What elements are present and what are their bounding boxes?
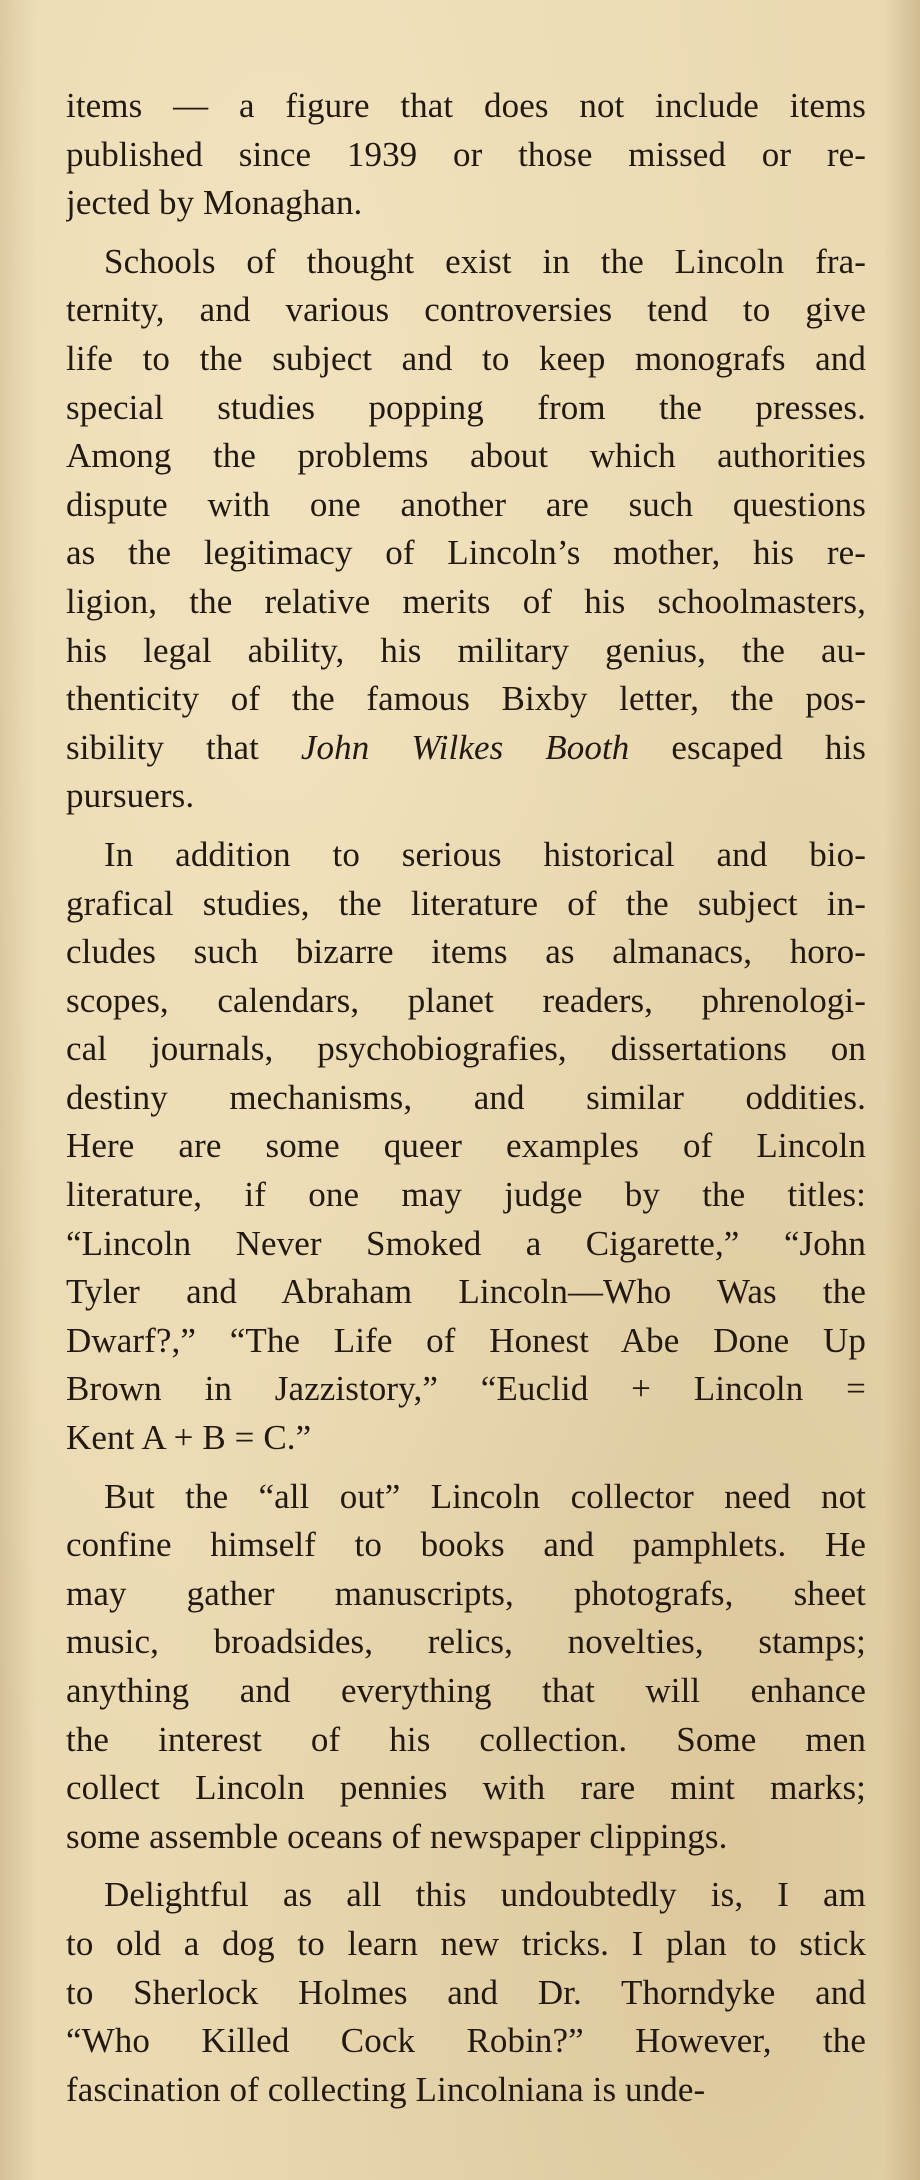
paragraph-schools-of-thought	[66, 238, 866, 821]
text-line: the interest of his collection. Some men	[66, 1719, 866, 1759]
text-line: pursuers.	[66, 776, 195, 816]
text-line: thenticity of the famous Bixby letter, the pos-	[66, 679, 866, 719]
paragraph-bizarre-items	[66, 831, 866, 1463]
text-line: dispute with one another are such questions	[66, 484, 866, 524]
paragraph-all-out-collector	[66, 1473, 866, 1862]
text-line: anything and everything that will enhance	[66, 1671, 866, 1710]
text-line: Kent A + B = C.”	[66, 1418, 312, 1458]
text-line: literature, if one may judge by the titles:	[66, 1175, 866, 1215]
text-line: confine himself to books and pamphlets. He	[66, 1525, 866, 1565]
text-line: “Who Killed Cock Robin?” However, the	[66, 2021, 866, 2061]
text-line: ternity, and various controversies tend to give	[66, 290, 866, 330]
text-line: Among the problems about which authorities	[66, 436, 866, 476]
paragraph-continuation	[66, 82, 866, 228]
text-line: published since 1939 or those missed or re-	[66, 134, 866, 174]
text-line: In addition to serious historical and bio-	[104, 834, 866, 874]
text-line: Here are some queer examples of Lincoln	[66, 1126, 866, 1166]
text-line: grafical studies, the literature of the subject in-	[66, 883, 866, 923]
text-line: Dwarf?,” “The Life of Honest Abe Done Up	[66, 1320, 866, 1360]
text-line: cludes such bizarre items as almanacs, horo-	[66, 932, 866, 972]
text-line: to Sherlock Holmes and Dr. Thorndyke and	[66, 1972, 866, 2012]
text-line: special studies popping from the presses.	[66, 387, 866, 427]
text-line: some assemble oceans of newspaper clippings.	[66, 1816, 728, 1856]
text-line: Delightful as all this undoubtedly is, I am	[104, 1875, 866, 1915]
text-line: as the legitimacy of Lincoln’s mother, his re-	[66, 533, 866, 573]
text-line: items — a figure that does not include items	[66, 86, 866, 125]
text-line: life to the subject and to keep monografs and	[66, 338, 866, 378]
text-line: Schools of thought exist in the Lincoln fra-	[104, 241, 866, 281]
text-line: ligion, the relative merits of his schoolmasters,	[66, 581, 866, 621]
text-line: Brown in Jazzistory,” “Euclid + Lincoln =	[66, 1369, 866, 1409]
text-line: fascination of collecting Lincolniana is unde-	[66, 2069, 706, 2109]
paragraph-old-dog	[66, 1871, 866, 2114]
text-line: music, broadsides, relics, novelties, stamps;	[66, 1622, 866, 1662]
text-line: to old a dog to learn new tricks. I plan to stick	[66, 1923, 866, 1963]
text-line: may gather manuscripts, photografs, sheet	[66, 1573, 866, 1613]
text-line: But the “all out” Lincoln collector need not	[104, 1476, 866, 1516]
text-line: collect Lincoln pennies with rare mint marks;	[66, 1768, 866, 1808]
text-line: his legal ability, his military genius, the au-	[66, 630, 866, 670]
text-line: scopes, calendars, planet readers, phrenologi-	[66, 980, 866, 1020]
text-line: “Lincoln Never Smoked a Cigarette,” “John	[66, 1223, 866, 1263]
text-line: jected by Monaghan.	[66, 183, 363, 223]
page-body-text	[66, 82, 866, 2114]
text-line: Tyler and Abraham Lincoln—Who Was the	[66, 1272, 866, 1312]
text-line: sibility that John Wilkes Booth escaped his	[66, 727, 866, 767]
text-line: destiny mechanisms, and similar oddities.	[66, 1077, 866, 1117]
text-line: cal journals, psychobiografies, dissertations on	[66, 1029, 866, 1069]
italic-name: John Wilkes Booth	[300, 727, 630, 767]
